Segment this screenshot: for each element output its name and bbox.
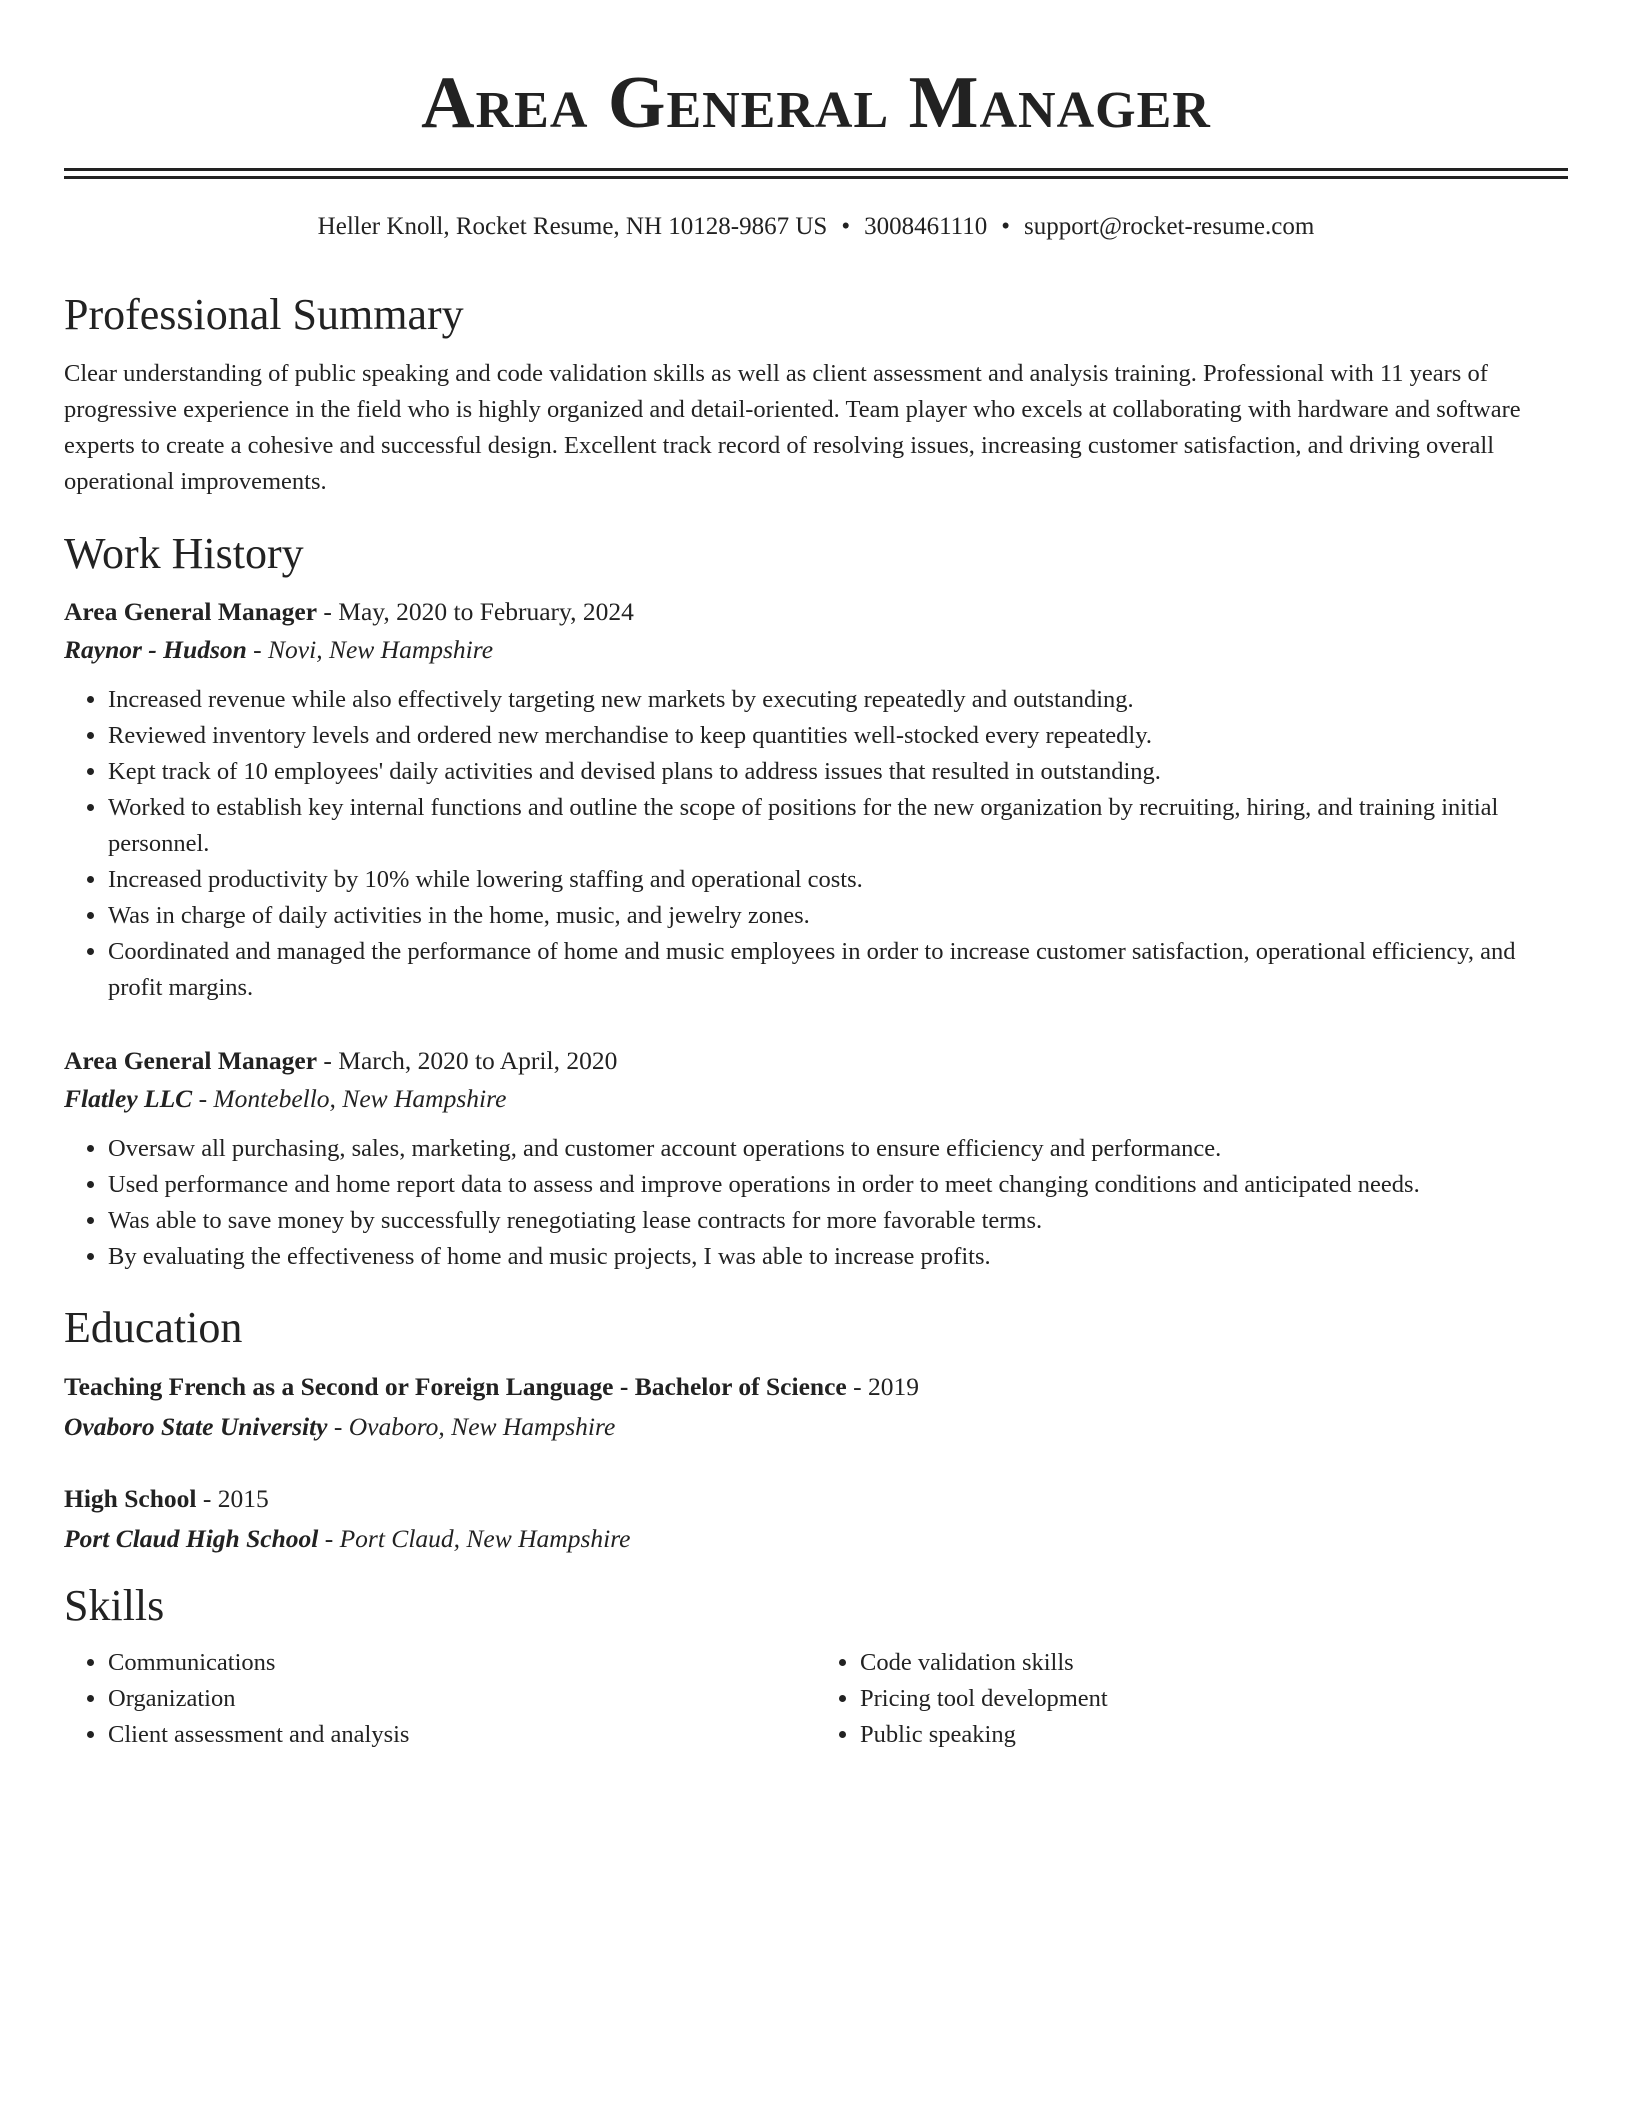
education-location: - Ovaboro, New Hampshire	[327, 1412, 616, 1441]
education-entry	[64, 1479, 1568, 1559]
job-title: Area General Manager	[64, 597, 318, 626]
education-section	[64, 1301, 1568, 1559]
job-company-line	[64, 1080, 1568, 1118]
education-degree: Teaching French as a Second or Foreign Language - Bachelor of Science	[64, 1372, 847, 1401]
job-bullet: • By evaluating the effectiveness of home and music projects, I was able to increase profits.	[108, 1239, 1568, 1275]
job-dates: - May, 2020 to February, 2024	[317, 597, 634, 626]
education-degree: High School	[64, 1484, 197, 1513]
skill-item: • Communications	[108, 1645, 816, 1681]
contact-separator: •	[841, 213, 851, 240]
job-company-line	[64, 631, 1568, 669]
education-entry	[64, 1367, 1568, 1447]
education-degree-line	[64, 1479, 1568, 1519]
job-title-line	[64, 593, 1568, 631]
education-school-line	[64, 1519, 1568, 1559]
contact-phone: 3008461110	[864, 213, 988, 240]
section-heading-education: Education	[64, 1303, 243, 1352]
job-bullet: • Coordinated and managed the performance of home and music employees in order to increase customer satisfaction, operational efficiency, and profit margins.	[108, 934, 1568, 1006]
job-entry	[64, 593, 1568, 1006]
work-history-section	[64, 527, 1568, 1275]
job-bullet: • Increased productivity by 10% while lowering staffing and operational costs.	[108, 862, 1568, 898]
skill-item: • Organization	[108, 1681, 816, 1717]
job-bullet: • Was able to save money by successfully renegotiating lease contracts for more favorable terms.	[108, 1203, 1568, 1239]
contact-separator: •	[1001, 213, 1011, 240]
contact-address: Heller Knoll, Rocket Resume, NH 10128-9867 US	[317, 213, 828, 240]
job-bullet-list	[64, 1131, 1568, 1275]
job-location: - Montebello, New Hampshire	[192, 1084, 507, 1113]
skills-list-left	[64, 1645, 816, 1753]
skill-item: • Pricing tool development	[860, 1681, 1568, 1717]
job-bullet: • Kept track of 10 employees' daily activities and devised plans to address issues that resulted in outstanding.	[108, 754, 1568, 790]
education-year: - 2019	[846, 1372, 919, 1401]
skills-section	[64, 1579, 1568, 1753]
summary-section	[64, 288, 1568, 500]
contact-email: support@rocket-resume.com	[1024, 213, 1315, 240]
skills-columns	[64, 1645, 1568, 1753]
skill-item: • Code validation skills	[860, 1645, 1568, 1681]
education-school: Port Claud High School	[64, 1524, 319, 1553]
job-company: Raynor - Hudson	[64, 635, 247, 664]
education-year: - 2015	[196, 1484, 269, 1513]
section-heading-skills: Skills	[64, 1581, 165, 1630]
job-title-line	[64, 1042, 1568, 1080]
education-degree-line	[64, 1367, 1568, 1407]
job-entry	[64, 1042, 1568, 1275]
job-location: - Novi, New Hampshire	[246, 635, 494, 664]
job-bullet: • Worked to establish key internal functions and outline the scope of positions for the new organization by recruiting, hiring, and training initial personnel.	[108, 790, 1568, 862]
skill-item: • Public speaking	[860, 1717, 1568, 1753]
section-heading-work-history: Work History	[64, 529, 304, 578]
resume-title: Area General Manager	[421, 62, 1211, 144]
skills-list-right	[816, 1645, 1568, 1753]
job-bullet: • Increased revenue while also effectively targeting new markets by executing repeatedly and outstanding.	[108, 682, 1568, 718]
skill-item: • Client assessment and analysis	[108, 1717, 816, 1753]
job-dates: - March, 2020 to April, 2020	[317, 1046, 618, 1075]
contact-line	[64, 210, 1568, 244]
education-school-line	[64, 1407, 1568, 1447]
education-school: Ovaboro State University	[64, 1412, 328, 1441]
job-bullet: • Used performance and home report data to assess and improve operations in order to meet changing conditions and anticipated needs.	[108, 1167, 1568, 1203]
education-location: - Port Claud, New Hampshire	[318, 1524, 631, 1553]
job-bullet: • Oversaw all purchasing, sales, marketing, and customer account operations to ensure efficiency and performance.	[108, 1131, 1568, 1167]
title-double-rule	[64, 168, 1568, 179]
job-bullet: • Was in charge of daily activities in the home, music, and jewelry zones.	[108, 898, 1568, 934]
job-company: Flatley LLC	[64, 1084, 193, 1113]
job-bullet-list	[64, 682, 1568, 1006]
job-bullet: • Reviewed inventory levels and ordered new merchandise to keep quantities well-stocked every repeatedly.	[108, 718, 1568, 754]
summary-text: Clear understanding of public speaking and code validation skills as well as client assessment and analysis training. Professional with 11 years of progressive experience in the field who is highly organized and detail-oriented. Team player who excels at collaborating with hardware and software experts to create a cohesive and successful design. Excellent track record of resolving issues, increasing customer satisfaction, and driving overall operational improvements.	[64, 360, 1521, 495]
job-title: Area General Manager	[64, 1046, 318, 1075]
section-heading-summary: Professional Summary	[64, 290, 464, 339]
